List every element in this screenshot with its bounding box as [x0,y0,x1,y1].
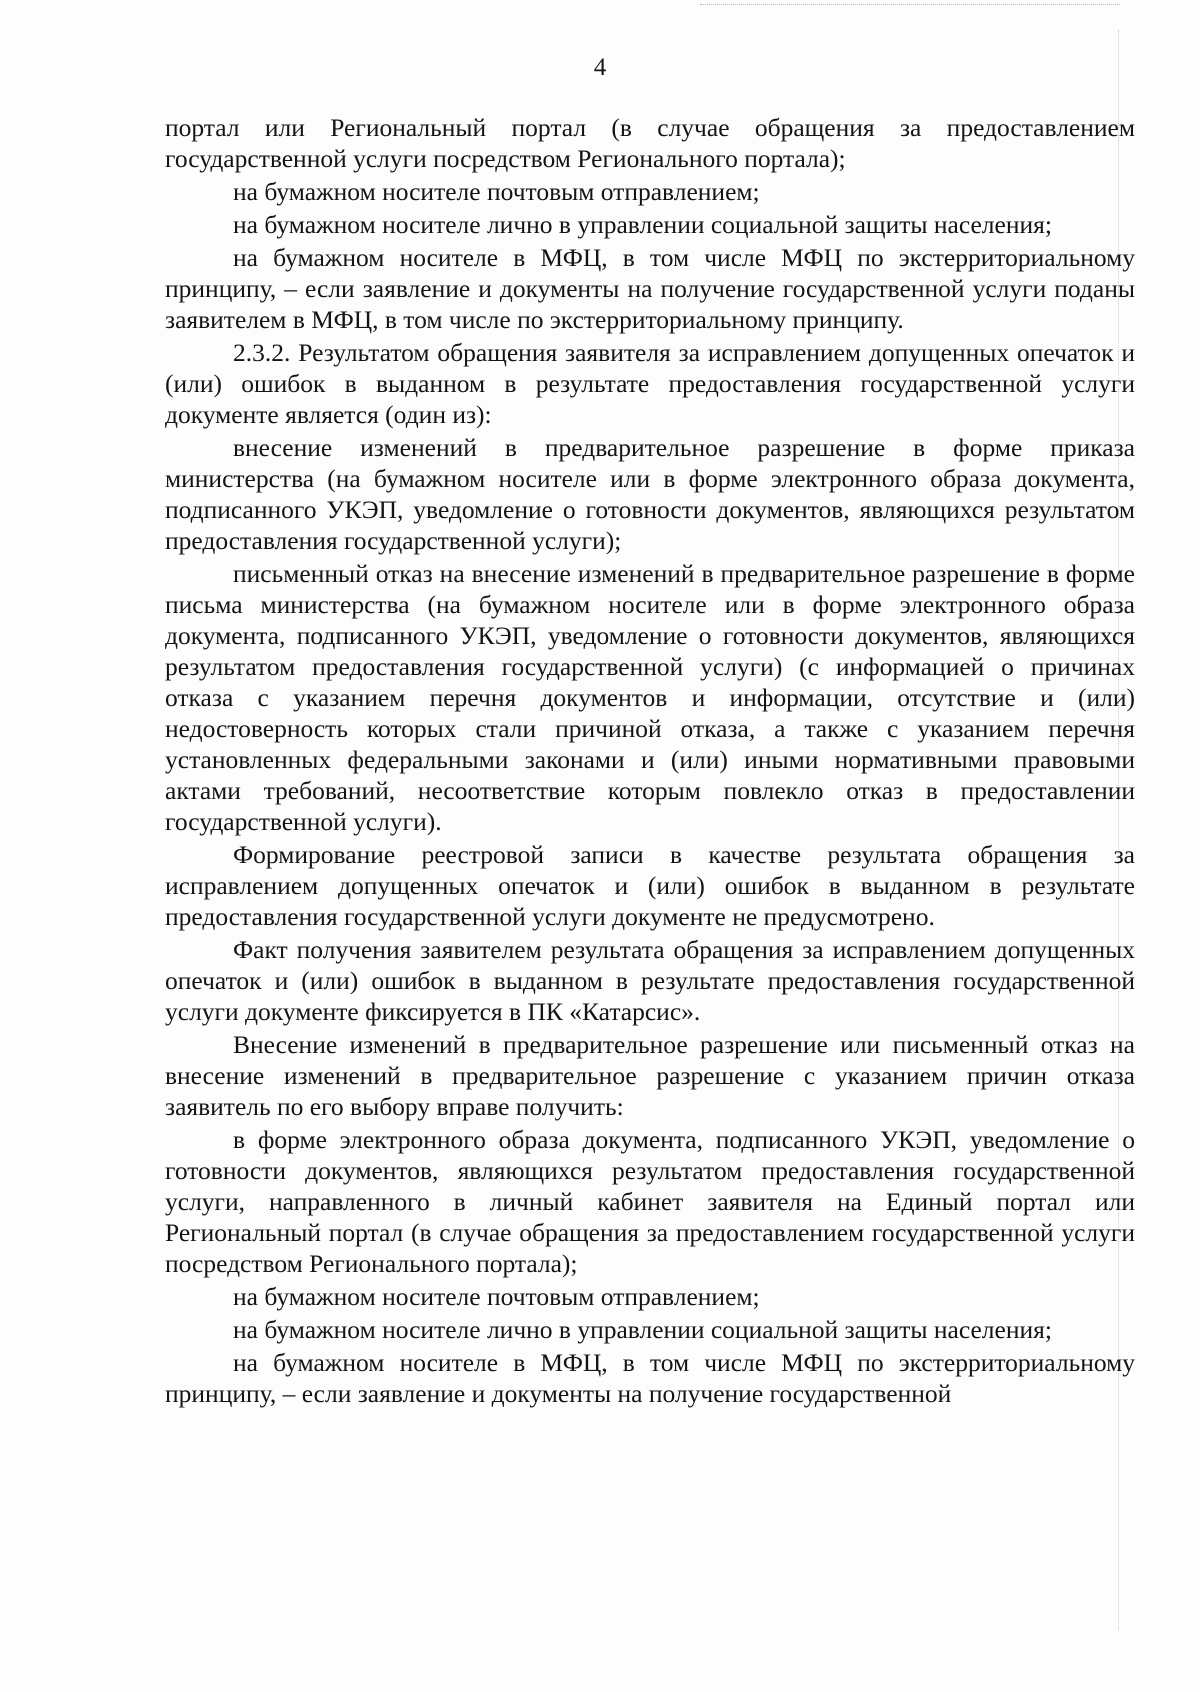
paragraph: внесение изменений в предварительное разрешение в форме приказа министерства (на бумажном носителе или в форме электронного образа документа, подписанного УКЭП, уведомление о готовности документов, являющихся результатом предоставления государственной услуги); [165,433,1135,555]
paragraph: в форме электронного образа документа, подписанного УКЭП, уведомление о готовности документов, являющихся результатом предоставления государственной услуги, направленного в личный кабинет заявителя на Единый портал или Региональный портал (в случае обращения за предоставлением государственной услуги посредством Регионального портала); [165,1125,1135,1278]
paragraph: Факт получения заявителем результата обращения за исправлением допущенных опечаток и (или) ошибок в выданном в результате предоставления государственной услуги документе фиксируется в ПК «Катарсис». [165,935,1135,1026]
paragraph: Внесение изменений в предварительное разрешение или письменный отказ на внесение изменений в предварительное разрешение с указанием причин отказа заявитель по его выбору вправе получить: [165,1030,1135,1121]
paragraph: 2.3.2. Результатом обращения заявителя за исправлением допущенных опечаток и (или) ошибок в выданном в результате предоставления государственной услуги документе является (один из): [165,338,1135,429]
document-body [165,112,1135,1411]
paragraph: портал или Региональный портал (в случае обращения за предоставлением государственной услуги посредством Регионального портала); [165,113,1135,173]
paragraph: письменный отказ на внесение изменений в предварительное разрешение в форме письма министерства (на бумажном носителе или в форме электронного образа документа, подписанного УКЭП, уведомление о готовности документов, являющихся результатом предоставления государственной услуги) (с информацией о причинах отказа с указанием перечня документов и информации, отсутствие и (или) недостоверность которых стали причиной отказа, а также с указанием перечня установленных федеральными законами и (или) иными нормативными правовыми актами требований, несоответствие которым повлекло отказ в предоставлении государственной услуги). [165,559,1135,836]
paragraph: на бумажном носителе в МФЦ, в том числе МФЦ по экстерриториальному принципу, – если заявление и документы на получение государственной [165,1348,1135,1408]
scan-edge-line [700,4,1120,5]
paragraph: на бумажном носителе лично в управлении социальной защиты населения; [233,1315,1052,1344]
paragraph: Формирование реестровой записи в качестве результата обращения за исправлением допущенных опечаток и (или) ошибок в выданном в результате предоставления государственной услуги документе не предусмотрено. [165,840,1135,931]
paragraph: на бумажном носителе лично в управлении социальной защиты населения; [233,210,1052,239]
paragraph: на бумажном носителе в МФЦ, в том числе МФЦ по экстерриториальному принципу, – если заявление и документы на получение государственной услуги поданы заявителем в МФЦ, в том числе по экстерриториальному принципу. [165,243,1135,334]
paragraph: на бумажном носителе почтовым отправлением; [233,177,760,206]
paragraph: на бумажном носителе почтовым отправлением; [233,1282,760,1311]
page-number: 4 [593,54,607,81]
